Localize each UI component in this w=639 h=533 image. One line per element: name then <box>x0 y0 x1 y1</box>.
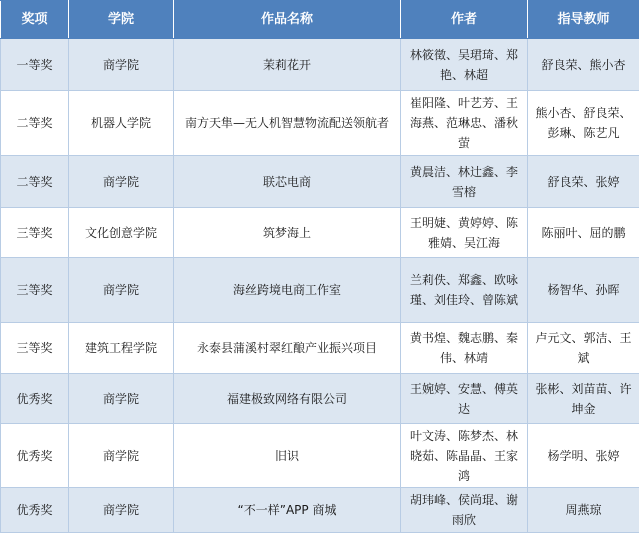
advisors-text: 周燕琼 <box>565 500 601 520</box>
header-award: 奖项 <box>1 1 69 39</box>
table-row <box>1 39 639 91</box>
award-text: 三等奖 <box>16 223 52 243</box>
header-authors: 作者 <box>401 1 528 39</box>
cell-authors <box>401 424 528 488</box>
header-row <box>1 1 639 39</box>
work-text: 茉莉花开 <box>263 55 311 75</box>
cell-work <box>174 374 401 424</box>
cell-advisors <box>528 208 639 258</box>
cell-authors <box>401 156 528 208</box>
work-text: 福建极致网络有限公司 <box>227 389 347 409</box>
table-row <box>1 374 639 424</box>
authors-text: 黄晨洁、林辻鑫、李雪榕 <box>405 162 523 202</box>
cell-college <box>69 424 174 488</box>
cell-work <box>174 208 401 258</box>
college-text: 商学院 <box>103 500 139 520</box>
table-row <box>1 323 639 374</box>
cell-work <box>174 424 401 488</box>
cell-authors <box>401 208 528 258</box>
table-row <box>1 156 639 208</box>
cell-college <box>69 91 174 156</box>
authors-text: 胡玮峰、侯尚琨、谢雨欣 <box>405 490 523 530</box>
cell-college <box>69 488 174 533</box>
award-text: 优秀奖 <box>16 446 52 466</box>
authors-text: 兰莉佚、郑鑫、欧咏瑾、刘佳玲、曾陈斌 <box>405 270 523 310</box>
college-text: 机器人学院 <box>91 113 151 133</box>
award-text: 三等奖 <box>16 280 52 300</box>
cell-advisors <box>528 488 639 533</box>
cell-college <box>69 156 174 208</box>
award-text: 三等奖 <box>16 338 52 358</box>
cell-college <box>69 39 174 91</box>
cell-college <box>69 208 174 258</box>
college-text: 商学院 <box>103 389 139 409</box>
table-row <box>1 488 639 533</box>
cell-advisors <box>528 258 639 323</box>
table-row <box>1 424 639 488</box>
college-text: 商学院 <box>103 172 139 192</box>
advisors-text: 杨智华、孙晖 <box>547 280 619 300</box>
authors-text: 崔阳隆、叶艺芳、王海燕、范琳忠、潘秋萤 <box>405 93 523 153</box>
authors-text: 王婉婷、安慧、傅英达 <box>405 379 523 419</box>
table-header <box>1 1 639 39</box>
college-text: 商学院 <box>103 446 139 466</box>
cell-advisors <box>528 374 639 424</box>
award-text: 二等奖 <box>16 113 52 133</box>
advisors-text: 卢元文、郭洁、王斌 <box>532 328 635 368</box>
college-text: 商学院 <box>103 55 139 75</box>
work-text: 联芯电商 <box>263 172 311 192</box>
work-text: “不一样”APP 商城 <box>238 500 337 520</box>
header-work: 作品名称 <box>174 1 401 39</box>
advisors-text: 熊小杏、舒良荣、彭琳、陈艺凡 <box>532 103 635 143</box>
cell-work <box>174 488 401 533</box>
header-college: 学院 <box>69 1 174 39</box>
cell-work <box>174 156 401 208</box>
cell-award <box>1 91 69 156</box>
work-text: 筑梦海上 <box>263 223 311 243</box>
cell-authors <box>401 39 528 91</box>
cell-work <box>174 258 401 323</box>
header-advisors: 指导教师 <box>528 1 639 39</box>
cell-advisors <box>528 39 639 91</box>
cell-award <box>1 323 69 374</box>
cell-award <box>1 39 69 91</box>
cell-work <box>174 323 401 374</box>
cell-advisors <box>528 91 639 156</box>
cell-award <box>1 156 69 208</box>
award-text: 二等奖 <box>16 172 52 192</box>
authors-text: 王明婕、黄婷婷、陈雅婧、吴江海 <box>405 213 523 253</box>
table-row <box>1 258 639 323</box>
advisors-text: 舒良荣、张婷 <box>547 172 619 192</box>
cell-authors <box>401 488 528 533</box>
cell-award <box>1 488 69 533</box>
advisors-text: 舒良荣、熊小杏 <box>541 55 625 75</box>
college-text: 商学院 <box>103 280 139 300</box>
cell-work <box>174 91 401 156</box>
award-text: 一等奖 <box>16 55 52 75</box>
cell-award <box>1 424 69 488</box>
advisors-text: 陈丽叶、屈的鹏 <box>541 223 625 243</box>
authors-text: 叶文涛、陈梦杰、林晓茹、陈晶晶、王家鸿 <box>405 426 523 486</box>
cell-college <box>69 374 174 424</box>
award-text: 优秀奖 <box>16 389 52 409</box>
cell-authors <box>401 258 528 323</box>
authors-text: 林筱徵、吴珺琦、郑艳、林超 <box>405 45 523 85</box>
cell-award <box>1 208 69 258</box>
cell-authors <box>401 323 528 374</box>
cell-authors <box>401 374 528 424</box>
cell-work <box>174 39 401 91</box>
college-text: 文化创意学院 <box>85 223 157 243</box>
work-text: 海丝跨境电商工作室 <box>233 280 341 300</box>
advisors-text: 张彬、刘苗苗、许坤金 <box>532 379 635 419</box>
cell-authors <box>401 91 528 156</box>
work-text: 旧识 <box>275 446 299 466</box>
work-text: 南方天隼—无人机智慧物流配送领航者 <box>185 113 389 133</box>
table-row <box>1 208 639 258</box>
award-text: 优秀奖 <box>16 500 52 520</box>
cell-college <box>69 258 174 323</box>
cell-award <box>1 374 69 424</box>
cell-advisors <box>528 323 639 374</box>
work-text: 永泰县蒲溪村翠红酿产业振兴项目 <box>197 338 377 358</box>
cell-advisors <box>528 424 639 488</box>
advisors-text: 杨学明、张婷 <box>547 446 619 466</box>
cell-advisors <box>528 156 639 208</box>
college-text: 建筑工程学院 <box>85 338 157 358</box>
table-row <box>1 91 639 156</box>
authors-text: 黄书煌、魏志鹏、秦伟、林靖 <box>405 328 523 368</box>
table-body <box>1 39 639 533</box>
cell-college <box>69 323 174 374</box>
cell-award <box>1 258 69 323</box>
